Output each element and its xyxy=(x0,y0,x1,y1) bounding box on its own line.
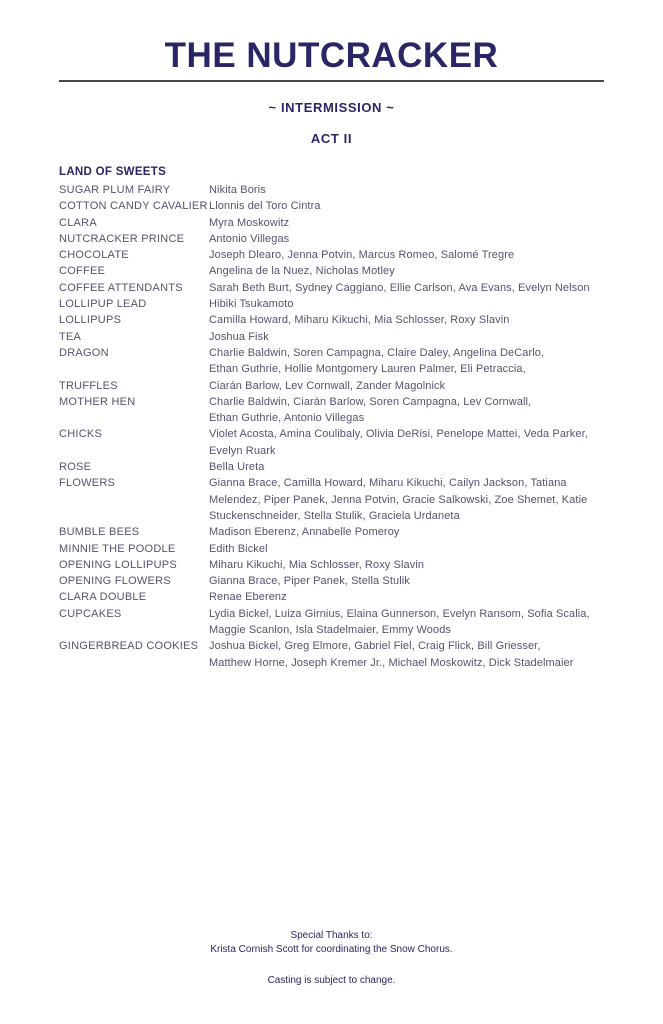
cast-name-line: Stuckenschneider, Stella Stulik, Graciela Urdaneta xyxy=(209,509,460,522)
cast-row xyxy=(59,557,604,573)
cast-names xyxy=(209,215,604,231)
cast-names xyxy=(209,541,604,557)
cast-role: NUTCRACKER PRINCE xyxy=(59,232,185,245)
cast-role: TRUFFLES xyxy=(59,379,118,392)
cast-names xyxy=(209,394,604,427)
cast-role: CLARA DOUBLE xyxy=(59,591,147,604)
cast-name-line: Matthew Horne, Joseph Kremer Jr., Michael Moskowitz, Dick Stadelmaier xyxy=(209,656,574,669)
cast-role: FLOWERS xyxy=(59,477,116,490)
cast-role: CHOCOLATE xyxy=(59,249,129,262)
cast-role: CUPCAKES xyxy=(59,607,122,620)
cast-row xyxy=(59,198,604,214)
cast-name-line: Angelina de la Nuez, Nicholas Motley xyxy=(209,265,395,278)
cast-names xyxy=(209,231,604,247)
cast-names xyxy=(209,182,604,198)
cast-row xyxy=(59,475,604,524)
cast-role: LOLLIPUP LEAD xyxy=(59,298,147,311)
cast-names xyxy=(209,312,604,328)
cast-names xyxy=(209,524,604,540)
cast-role: BUMBLE BEES xyxy=(59,526,140,539)
cast-name-line: Violet Acosta, Amina Coulibaly, Olivia DeRisi, Penelope Mattei, Veda Parker, xyxy=(209,428,588,441)
cast-row xyxy=(59,638,604,671)
act-label: ACT II xyxy=(310,131,353,146)
cast-role: OPENING LOLLIPUPS xyxy=(59,558,177,571)
cast-names xyxy=(209,557,604,573)
cast-name-line: Antonio Villegas xyxy=(209,232,290,245)
cast-row xyxy=(59,606,604,639)
cast-name-line: Charlie Baldwin, Soren Campagna, Claire Daley, Angelina DeCarlo, xyxy=(209,346,545,359)
cast-role: CLARA xyxy=(59,216,97,229)
cast-row xyxy=(59,378,604,394)
cast-row xyxy=(59,345,604,378)
page-title: THE NUTCRACKER xyxy=(164,36,499,75)
cast-names xyxy=(209,296,604,312)
footer xyxy=(0,929,663,988)
cast-row xyxy=(59,182,604,198)
special-thanks-label: Special Thanks to: xyxy=(290,930,373,941)
cast-names xyxy=(209,198,604,214)
cast-name-line: Ethan Guthrie, Antonio Villegas xyxy=(209,412,365,425)
cast-row xyxy=(59,312,604,328)
cast-names xyxy=(209,426,604,459)
cast-list xyxy=(59,182,604,671)
cast-names xyxy=(209,606,604,639)
cast-role: DRAGON xyxy=(59,346,109,359)
cast-name-line: Ethan Guthrie, Hollie Montgomery Lauren Palmer, Eli Petraccia, xyxy=(209,363,526,376)
cast-row xyxy=(59,296,604,312)
cast-role: COTTON CANDY CAVALIER xyxy=(59,200,208,213)
cast-role: TEA xyxy=(59,330,82,343)
intermission-label: ~ INTERMISSION ~ xyxy=(268,100,395,115)
cast-name-line: Lydia Bickel, Luiza Girnius, Elaina Gunnerson, Evelyn Ransom, Sofia Scalia, xyxy=(209,607,590,620)
cast-name-line: Gianna Brace, Camilla Howard, Miharu Kikuchi, Cailyn Jackson, Tatiana xyxy=(209,477,567,490)
cast-name-line: Bella Ureta xyxy=(209,461,265,474)
cast-name-line: Charlie Baldwin, Ciarán Barlow, Soren Campagna, Lev Cornwall, xyxy=(209,395,532,408)
cast-row xyxy=(59,589,604,605)
cast-name-line: Melendez, Piper Panek, Jenna Potvin, Gracie Salkowski, Zoe Shemet, Katie xyxy=(209,493,588,506)
cast-names xyxy=(209,378,604,394)
cast-name-line: Joseph Dlearo, Jenna Potvin, Marcus Romeo, Salomé Tregre xyxy=(209,249,515,262)
cast-row xyxy=(59,573,604,589)
section-header-land-of-sweets: LAND OF SWEETS xyxy=(59,166,167,178)
cast-names xyxy=(209,573,604,589)
cast-row xyxy=(59,263,604,279)
cast-name-line: Nikita Boris xyxy=(209,184,266,196)
cast-row xyxy=(59,329,604,345)
cast-names xyxy=(209,345,604,378)
cast-row xyxy=(59,394,604,427)
cast-name-line: Gianna Brace, Piper Panek, Stella Stulik xyxy=(209,575,410,588)
cast-name-line: Llonnis del Toro Cintra xyxy=(209,200,321,213)
cast-name-line: Renae Eberenz xyxy=(209,591,287,604)
cast-names xyxy=(209,638,604,671)
cast-name-line: Maggie Scanlon, Isla Stadelmaier, Emmy Woods xyxy=(209,624,452,637)
cast-name-line: Madison Eberenz, Annabelle Pomeroy xyxy=(209,526,400,539)
cast-role: SUGAR PLUM FAIRY xyxy=(59,184,171,196)
title-divider xyxy=(59,80,604,82)
cast-row xyxy=(59,524,604,540)
cast-role: CHICKS xyxy=(59,428,103,441)
cast-name-line: Joshua Bickel, Greg Elmore, Gabriel Fiel, Craig Flick, Bill Griesser, xyxy=(209,640,541,653)
cast-name-line: Edith Bickel xyxy=(209,542,268,555)
cast-names xyxy=(209,263,604,279)
cast-role: ROSE xyxy=(59,461,92,474)
cast-row xyxy=(59,247,604,263)
cast-name-line: Camilla Howard, Miharu Kikuchi, Mia Schlosser, Roxy Slavin xyxy=(209,314,510,327)
cast-role: MOTHER HEN xyxy=(59,395,136,408)
cast-role: LOLLIPUPS xyxy=(59,314,122,327)
cast-name-line: Ciarán Barlow, Lev Cornwall, Zander Magolnick xyxy=(209,379,446,392)
cast-name-line: Sarah Beth Burt, Sydney Caggiano, Ellie Carlson, Ava Evans, Evelyn Nelson xyxy=(209,281,590,294)
cast-row xyxy=(59,215,604,231)
cast-names xyxy=(209,280,604,296)
cast-row xyxy=(59,541,604,557)
cast-name-line: Evelyn Ruark xyxy=(209,444,276,457)
cast-row xyxy=(59,459,604,475)
cast-name-line: Hibiki Tsukamoto xyxy=(209,298,294,311)
cast-names xyxy=(209,589,604,605)
cast-row xyxy=(59,231,604,247)
cast-name-line: Joshua Fisk xyxy=(209,330,269,343)
cast-name-line: Miharu Kikuchi, Mia Schlosser, Roxy Slavin xyxy=(209,558,425,571)
cast-names xyxy=(209,247,604,263)
cast-name-line: Myra Moskowitz xyxy=(209,216,290,229)
cast-names xyxy=(209,329,604,345)
cast-role: GINGERBREAD COOKIES xyxy=(59,640,199,653)
cast-role: COFFEE ATTENDANTS xyxy=(59,281,183,294)
casting-note: Casting is subject to change. xyxy=(267,975,396,986)
cast-role: COFFEE xyxy=(59,265,106,278)
cast-names xyxy=(209,459,604,475)
cast-row xyxy=(59,426,604,459)
cast-role: OPENING FLOWERS xyxy=(59,575,171,588)
cast-names xyxy=(209,475,604,524)
cast-role: MINNIE THE POODLE xyxy=(59,542,176,555)
special-thanks-text: Krista Cornish Scott for coordinating the Snow Chorus. xyxy=(210,944,453,955)
cast-row xyxy=(59,280,604,296)
